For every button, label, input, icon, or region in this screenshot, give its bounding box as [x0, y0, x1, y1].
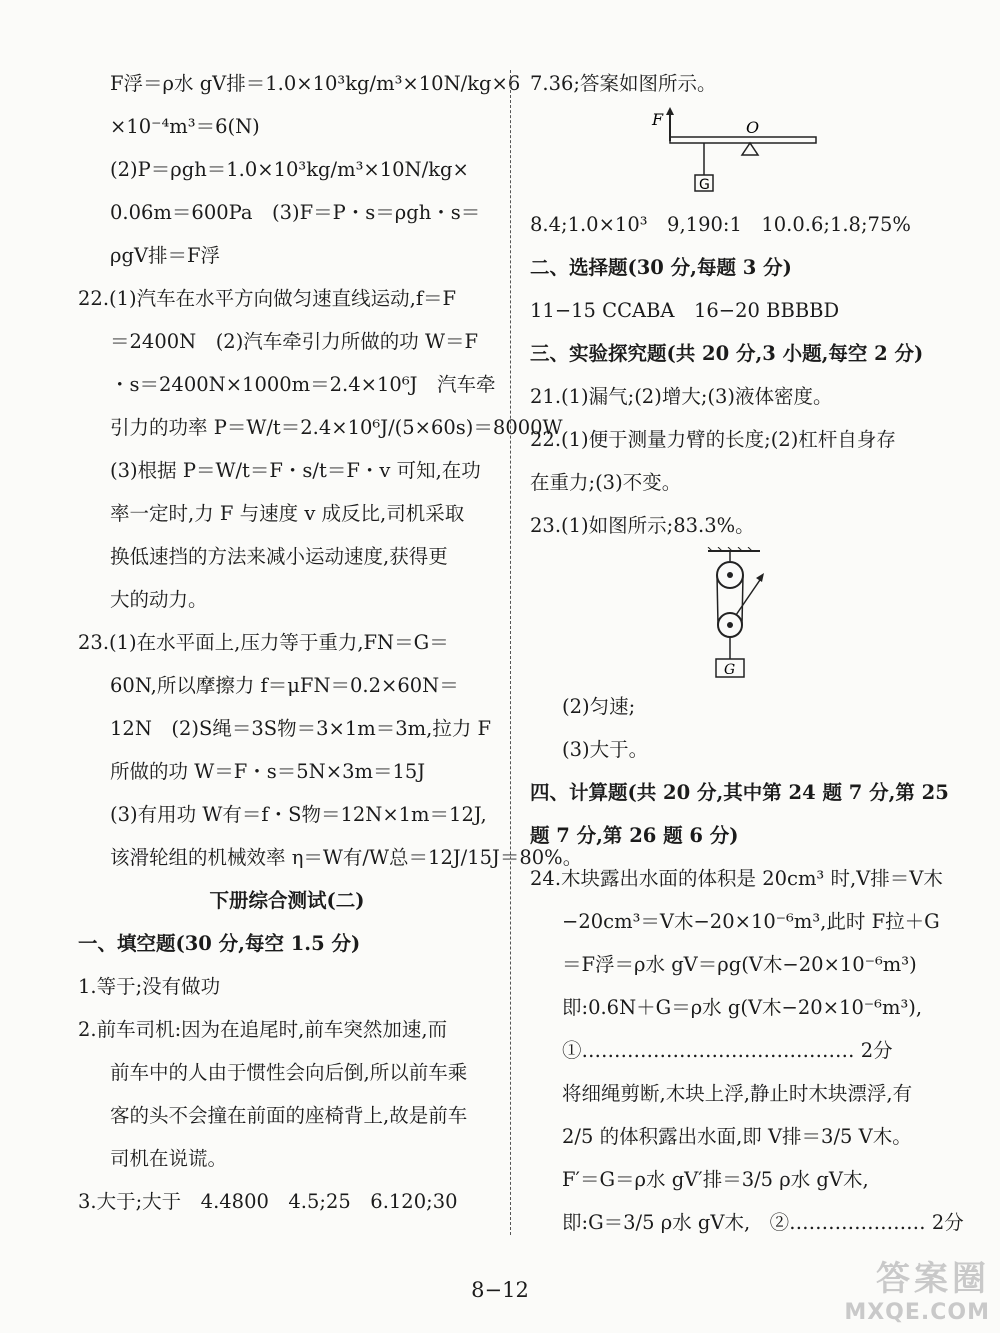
text-line: 22.(1)汽车在水平方向做匀速直线运动,f＝F — [78, 287, 457, 310]
text-line: 题 7 分,第 26 题 6 分) — [530, 824, 739, 847]
text-line: ①…………………………………… 2分 — [562, 1039, 893, 1062]
text-line: 在重力;(3)不变。 — [530, 471, 682, 494]
text-line: (3)根据 P＝W/t＝F・s/t＝F・v 可知,在功 — [110, 459, 481, 482]
text-line: (2)匀速; — [562, 695, 636, 718]
text-line: 60N,所以摩擦力 f＝μFN＝0.2×60N＝ — [110, 674, 459, 697]
text-line: 三、实验探究题(共 20 分,3 小题,每空 2 分) — [530, 342, 924, 365]
text-line: 下册综合测试(二) — [209, 889, 365, 912]
column-divider — [510, 70, 511, 1235]
force-label: F — [652, 110, 664, 129]
text-line: 引力的功率 P＝W/t＝2.4×10⁶J/(5×60s)＝8000W — [110, 416, 563, 439]
pulley-weight-label: G — [724, 662, 736, 678]
text-line: ×10⁻⁴m³＝6(N) — [110, 115, 260, 138]
text-line: 客的头不会撞在前面的座椅背上,故是前车 — [110, 1104, 468, 1127]
text-line: 即:0.6N＋G＝ρ水 g(V木−20×10⁻⁶m³), — [562, 996, 923, 1019]
text-line: ＝2400N (2)汽车牵引力所做的功 W＝F — [110, 330, 479, 353]
text-line: (3)有用功 W有＝f・S物＝12N×1m＝12J, — [110, 803, 487, 826]
text-line: ・s＝2400N×1000m＝2.4×10⁶J 汽车牵 — [110, 373, 496, 396]
text-line: 23.(1)在水平面上,压力等于重力,FN＝G＝ — [78, 631, 449, 654]
weight-label: G — [699, 177, 710, 193]
text-line: −20cm³＝V木−20×10⁻⁶m³,此时 F拉＋G — [562, 910, 940, 933]
right-bottom-block — [530, 685, 964, 1244]
watermark-url: MXQE.COM — [844, 1300, 990, 1325]
text-line: ＝F浮＝ρ水 gV＝ρg(V木−20×10⁻⁶m³) — [562, 953, 917, 976]
text-line: 12N (2)S绳＝3S物＝3×1m＝3m,拉力 F — [110, 717, 492, 740]
text-line: 所做的功 W＝F・s＝5N×3m＝15J — [110, 760, 426, 783]
text-line: 四、计算题(共 20 分,其中第 24 题 7 分,第 25 — [530, 781, 949, 804]
text-line: 将细绳剪断,木块上浮,静止时木块漂浮,有 — [562, 1082, 913, 1105]
text-line: 2/5 的体积露出水面,即 V排＝3/5 V木。 — [562, 1125, 912, 1148]
text-line: 司机在说谎。 — [110, 1147, 228, 1170]
lever-diagram — [530, 105, 945, 203]
text-line: ρgV排＝F浮 — [110, 244, 221, 267]
text-line: 22.(1)便于测量力臂的长度;(2)杠杆自身存 — [530, 428, 896, 451]
right-top-block — [530, 62, 945, 105]
text-line: (2)P＝ρgh＝1.0×10³kg/m³×10N/kg× — [110, 158, 469, 181]
text-line: 该滑轮组的机械效率 η＝W有/W总＝12J/15J＝80%。 — [110, 846, 583, 869]
text-line: 23.(1)如图所示;83.3%。 — [530, 514, 755, 537]
text-line: 0.06m＝600Pa (3)F＝P・s＝ρgh・s＝ — [110, 201, 481, 224]
text-line: 率一定时,力 F 与速度 v 成反比,司机采取 — [110, 502, 465, 525]
lever-figure — [530, 105, 945, 203]
text-line: 即:G＝3/5 ρ水 gV木, ②………………… 2分 — [562, 1211, 964, 1234]
right-column — [530, 62, 964, 1244]
page-number: 8−12 — [471, 1278, 529, 1302]
text-line: 7.36;答案如图所示。 — [530, 72, 717, 95]
text-line: 21.(1)漏气;(2)增大;(3)液体密度。 — [530, 385, 833, 408]
text-line: 1.等于;没有做功 — [78, 975, 221, 998]
text-line: 3.大于;大于 4.4800 4.5;25 6.120;30 — [78, 1190, 458, 1213]
text-line: 二、选择题(30 分,每题 3 分) — [530, 256, 792, 279]
text-line: 换低速挡的方法来减小运动速度,获得更 — [110, 545, 448, 568]
right-mid-block — [530, 203, 945, 547]
text-line: 2.前车司机:因为在追尾时,前车突然加速,而 — [78, 1018, 448, 1041]
text-line: 前车中的人由于惯性会向后倒,所以前车乘 — [110, 1061, 468, 1084]
left-column — [78, 62, 583, 1223]
text-line: (3)大于。 — [562, 738, 649, 761]
text-line: 一、填空题(30 分,每空 1.5 分) — [78, 932, 361, 955]
watermark-logo — [844, 1251, 990, 1325]
text-line: 8.4;1.0×10³ 9,190:1 10.0.6;1.8;75% — [530, 213, 911, 236]
watermark-text: 答案圈 — [876, 1259, 990, 1299]
text-line: 11−15 CCABA 16−20 BBBBD — [530, 299, 840, 322]
text-line: 大的动力。 — [110, 588, 208, 611]
text-line: F′＝G＝ρ水 gV′排＝3/5 ρ水 gV木, — [562, 1168, 869, 1191]
text-line: 24.木块露出水面的体积是 20cm³ 时,V排＝V木 — [530, 867, 943, 890]
pulley-diagram — [530, 547, 945, 685]
text-line: F浮＝ρ水 gV排＝1.0×10³kg/m³×10N/kg×6 — [110, 72, 521, 95]
pulley-figure — [530, 547, 945, 685]
pivot-label: O — [746, 118, 760, 137]
